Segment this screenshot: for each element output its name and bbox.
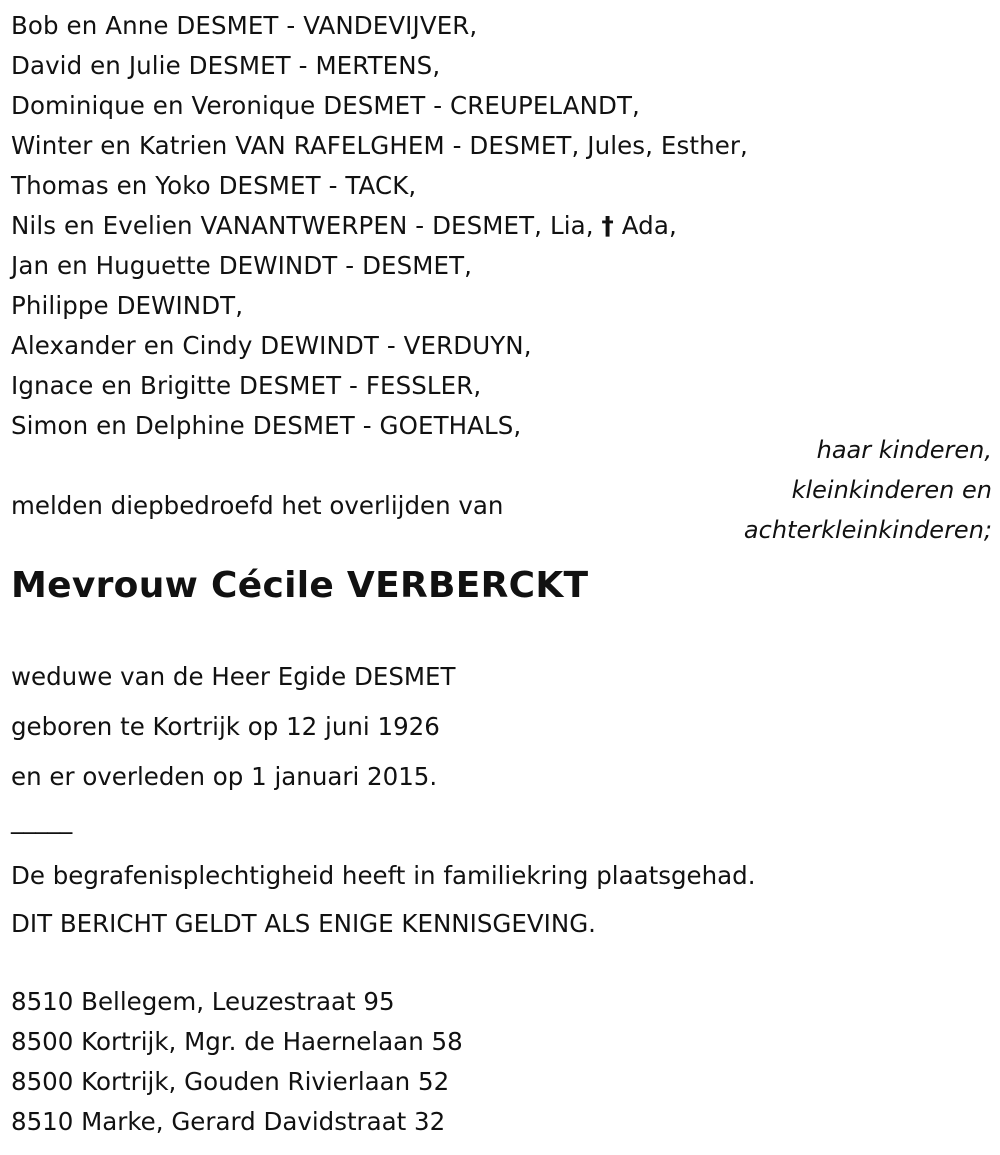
address-list [11,982,463,1142]
family-line: Alexander en Cindy DEWINDT - VERDUYN, [11,331,532,360]
deceased-name: Mevrouw Cécile VERBERCKT [11,565,589,606]
family-line: Thomas en Yoko DESMET - TACK, [11,171,417,200]
deceased-details [11,652,456,802]
notice-line: De begrafenisplechtigheid heeft in familiekring plaatsgehad. [11,861,756,890]
family-line-text: Nils en Evelien VANANTWERPEN - DESMET, Lia, [11,211,602,240]
family-line: David en Julie DESMET - MERTENS, [11,51,441,80]
cross-icon: † [601,211,614,240]
family-line: Dominique en Veronique DESMET - CREUPELANDT, [11,91,640,120]
family-line: Simon en Delphine DESMET - GOETHALS, [11,411,522,440]
family-line: Ignace en Brigitte DESMET - FESSLER, [11,371,482,400]
detail-line: en er overleden op 1 januari 2015. [11,762,438,791]
detail-line: weduwe van de Heer Egide DESMET [11,662,456,691]
family-line: Jan en Huguette DEWINDT - DESMET, [11,251,473,280]
family-line-text: Ada, [613,211,677,240]
address-line: 8500 Kortrijk, Gouden Rivierlaan 52 [11,1067,450,1096]
family-line: Bob en Anne DESMET - VANDEVIJVER, [11,11,478,40]
address-line: 8510 Bellegem, Leuzestraat 95 [11,987,395,1016]
notice-line: DIT BERICHT GELDT ALS ENIGE KENNISGEVING. [11,909,596,938]
separator-line: _____ [11,805,73,834]
relation-line: achterkleinkinderen; [743,516,992,544]
address-line: 8500 Kortrijk, Mgr. de Haernelaan 58 [11,1027,463,1056]
relation-line: haar kinderen, [816,436,992,464]
detail-line: geboren te Kortrijk op 12 juni 1926 [11,712,440,741]
relation-line: kleinkinderen en [791,476,992,504]
family-line: Philippe DEWINDT, [11,291,244,320]
family-line [11,206,748,246]
family-line: Winter en Katrien VAN RAFELGHEM - DESMET, Jules, Esther, [11,131,748,160]
announcement-text: melden diepbedroefd het overlijden van [11,491,504,520]
address-line: 8510 Marke, Gerard Davidstraat 32 [11,1107,446,1136]
family-list [11,6,748,446]
relation-caption [744,430,992,550]
notices [11,852,756,948]
